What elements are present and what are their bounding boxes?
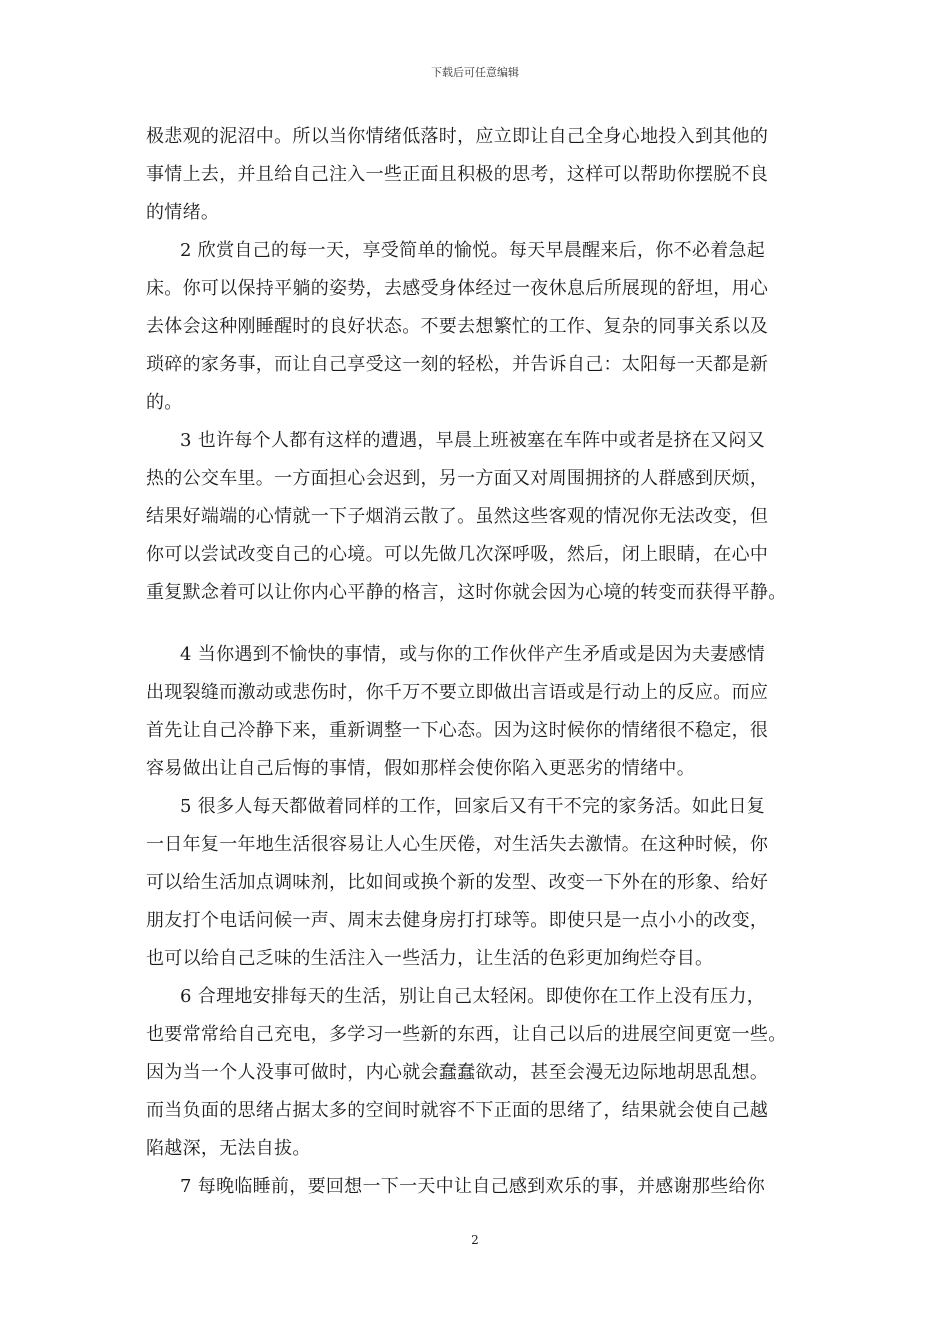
- text-line: 也要常常给自己充电，多学习一些新的东西，让自己以后的进展空间更宽一些。: [146, 1024, 787, 1045]
- document-body: [146, 118, 826, 1206]
- text-line: 可以给生活加点调味剂，比如间或换个新的发型、改变一下外在的形象、给好: [146, 872, 769, 893]
- text-line: 也可以给自己乏味的生活注入一些活力，让生活的色彩更加绚烂夺目。: [146, 948, 714, 969]
- text-line: 重复默念着可以让你内心平静的格言，这时你就会因为心境的转变而获得平静。: [146, 582, 787, 603]
- text-line: 热的公交车里。一方面担心会迟到，另一方面又对周围拥挤的人群感到厌烦，: [146, 468, 769, 489]
- text-line: 朋友打个电话问候一声、周末去健身房打打球等。即使只是一点小小的改变，: [146, 910, 769, 931]
- paragraph-5-start: 5 很多人每天都做着同样的工作，回家后又有干不完的家务活。如此日复: [180, 796, 766, 817]
- paragraph-6-start: 6 合理地安排每天的生活，别让自己太轻闲。即使你在工作上没有压力，: [180, 986, 766, 1007]
- text-line: 琐碎的家务事，而让自己享受这一刻的轻松，并告诉自己：太阳每一天都是新: [146, 354, 769, 375]
- text-line: 去体会这种刚睡醒时的良好状态。不要去想繁忙的工作、复杂的同事关系以及: [146, 316, 769, 337]
- text-line: 床。你可以保持平躺的姿势，去感受身体经过一夜休息后所展现的舒坦，用心: [146, 278, 769, 299]
- text-line: 事情上去，并且给自己注入一些正面且积极的思考，这样可以帮助你摆脱不良: [146, 164, 769, 185]
- text-line: 你可以尝试改变自己的心境。可以先做几次深呼吸，然后，闭上眼睛，在心中: [146, 544, 769, 565]
- text-line: 而当负面的思绪占据太多的空间时就容不下正面的思绪了，结果就会使自己越: [146, 1100, 769, 1121]
- paragraph-4-start: 4 当你遇到不愉快的事情，或与你的工作伙伴产生矛盾或是因为夫妻感情: [180, 644, 766, 665]
- page-number: 2: [471, 1233, 479, 1247]
- text-line: 出现裂缝而激动或悲伤时，你千万不要立即做出言语或是行动上的反应。而应: [146, 682, 769, 703]
- text-line: 陷越深，无法自拔。: [146, 1138, 311, 1159]
- text-line: 容易做出让自己后悔的事情，假如那样会使你陷入更恶劣的情绪中。: [146, 758, 695, 779]
- paragraph-7-start: 7 每晚临睡前，要回想一下一天中让自己感到欢乐的事，并感谢那些给你: [180, 1176, 766, 1197]
- paragraph-3-start: 3 也许每个人都有这样的遭遇，早晨上班被塞在车阵中或者是挤在又闷又: [180, 430, 766, 451]
- paragraph-2-start: 2 欣赏自己的每一天，享受简单的愉悦。每天早晨醒来后，你不必着急起: [180, 240, 766, 261]
- text-line: 首先让自己冷静下来，重新调整一下心态。因为这时候你的情绪很不稳定，很: [146, 720, 769, 741]
- text-line: 的情绪。: [146, 202, 220, 223]
- text-line: 极悲观的泥沼中。所以当你情绪低落时，应立即让自己全身心地投入到其他的: [146, 126, 769, 147]
- text-line: 结果好端端的心情就一下子烟消云散了。虽然这些客观的情况你无法改变，但: [146, 506, 769, 527]
- text-line: 因为当一个人没事可做时，内心就会蠢蠢欲动，甚至会漫无边际地胡思乱想。: [146, 1062, 769, 1083]
- text-line: 的。: [146, 392, 183, 413]
- text-line: 一日年复一年地生活很容易让人心生厌倦，对生活失去激情。在这种时候，你: [146, 834, 769, 855]
- paragraph-gap: [146, 612, 826, 636]
- page-header: 下载后可任意编辑: [431, 66, 519, 79]
